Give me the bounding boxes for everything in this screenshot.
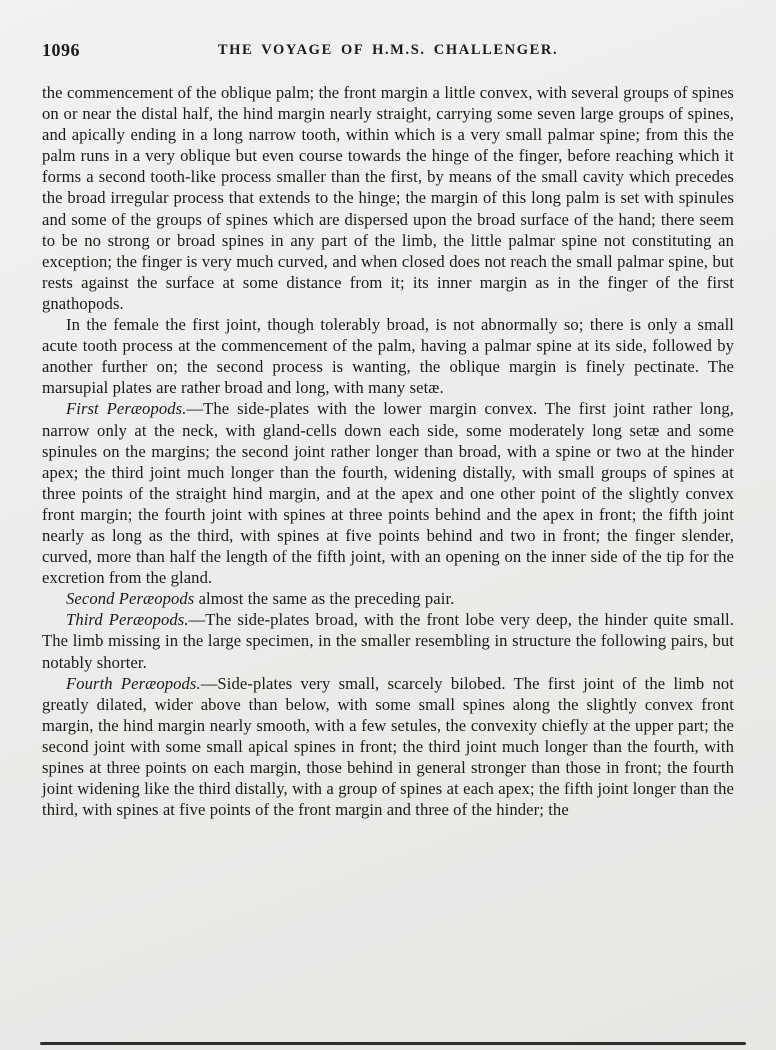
paragraph (42, 398, 734, 588)
paragraph-lead: First Peræopods. (66, 399, 187, 419)
paragraph-text: the commencement of the oblique palm; the front margin a little convex, with several groups of spines on or near the distal half, the hind margin nearly straight, carrying some seven large groups of spines, and apically ending in a long narrow tooth, within which is a very small palmar spine; from this the palm runs in a very oblique but even course towards the hinge of the finger, before reaching which it forms a second tooth-like process smaller than the first, by means of the small cavity which precedes the broad irregular process that extends to the hinge; the margin of this long palm is set with spinules and some of the groups of spines which are dispersed upon the broad surface of the hand; there seem to be no strong or broad spines in any part of the limb, the little palmar spine not constituting an exception; the finger is very much curved, and when closed does not reach the small palmar spine, but rests against the surface at some distance from it; its inner margin as in the finger of the first gnathopods. (42, 83, 734, 313)
paragraph (42, 314, 734, 398)
paragraph-text: —The side-plates with the lower margin convex. The first joint rather long, narrow only at the neck, with gland-cells down each side, some moderately long setæ and some spinules on the margins; the second joint rather longer than broad, with a spine or two at the hinder apex; the third joint much longer than the fourth, widening distally, with small groups of spines at three points of the straight hind margin, and at the apex and one other point of the slightly convex front margin; the fourth joint with spines at three points behind and the apex in front; the fifth joint nearly as long as the third, with spines at five points behind and two in front; the finger slender, curved, more than half the length of the fifth joint, with an opening on the inner side of the tip for the excretion from the gland. (42, 399, 734, 588)
page-number: 1096 (42, 40, 80, 60)
body-text (42, 82, 734, 820)
paragraph-text: —The side-plates broad, with the front lobe very deep, the hinder quite small. The limb missing in the large specimen, in the smaller resembling in structure the following pairs, but notably shorter. (42, 610, 734, 672)
paragraph-text: In the female the first joint, though tolerably broad, is not abnormally so; there is only a small acute tooth process at the commencement of the palm, having a palmar spine at its side, followed by another further on; the second process is wanting, the oblique margin is finely pectinate. The marsupial plates are rather broad and long, with many setæ. (42, 315, 734, 398)
paragraph (42, 673, 734, 821)
running-title: THE VOYAGE OF H.M.S. CHALLENGER. (217, 42, 559, 58)
paragraph-lead: Second Peræopods (66, 589, 195, 609)
paragraph-lead: Third Peræopods. (66, 610, 189, 630)
paragraph (42, 609, 734, 672)
paragraph-text: —Side-plates very small, scarcely bilobed. The first joint of the limb not greatly dilated, wider above than below, with some small spines along the slightly convex front margin, the hind margin nearly smooth, with a few setules, the convexity chiefly at the upper part; the second joint with some small apical spines in front; the third joint much longer than the fourth, with spines at three points on each margin, those behind in general stronger than those in front; the fourth joint widening like the third distally, with a group of spines at each apex; the fifth joint longer than the third, with spines at five points of the front margin and three of the hinder; the (42, 673, 734, 820)
paragraph-lead: Fourth Peræopods. (66, 673, 201, 693)
scanned-book-page (42, 40, 734, 820)
page-header (42, 40, 734, 64)
bottom-scan-line (40, 1042, 746, 1045)
paragraph (42, 82, 734, 314)
paragraph-text: almost the same as the preceding pair. (194, 589, 455, 609)
paragraph (42, 588, 734, 609)
